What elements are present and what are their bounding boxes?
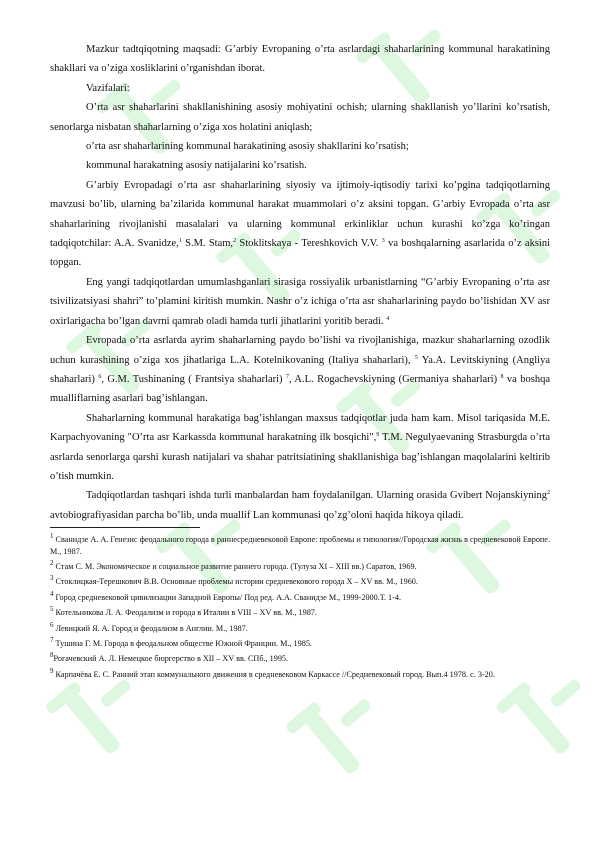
footnote-text: Котельникова Л. А. Феодализм и города в Италии в VIII – XV вв. М., 1987.	[53, 608, 317, 618]
footnote-ref[interactable]: 7	[285, 373, 289, 380]
footnote	[50, 589, 550, 603]
paragraph: Vazifalari:	[86, 82, 130, 94]
footnote-ref[interactable]: 6	[98, 373, 102, 380]
footnote	[50, 653, 550, 664]
paragraph	[50, 486, 550, 525]
footnote	[50, 607, 550, 618]
footnote-ref[interactable]: 1	[178, 238, 182, 245]
paragraph-text: Tadqiqotlardan tashqari ishda turli manbalardan ham foydalanilgan. Ularning orasida Gvibert Nojanskiyning	[86, 490, 547, 502]
footnote-number: 3	[50, 574, 54, 583]
paragraph	[50, 409, 550, 487]
footnote	[50, 576, 550, 587]
paragraph-text: avtobiografiyasidan parcha bo’lib, unda muallif Lan kommunasi qo’zg’oloni haqida hikoya qiladi.	[50, 509, 464, 521]
footnote-text: Левицкий Я. А. Город и феодализм в Англии. М., 1987.	[53, 623, 248, 633]
paragraph: kommunal harakatning asosiy natijalarini ko’rsatish.	[86, 160, 307, 172]
footnote	[50, 620, 550, 634]
footnote-ref[interactable]: 8	[500, 373, 504, 380]
paragraph-text: Evropada o’rta asrlarda ayrim shaharlarning paydo bo’lishi va rivojlanishiga, mazkur shaharlarning ozodlik uchun kurashining o’ziga xos jihatlariga L.A. Kotelnikovaning (Italiya shaharlari),	[50, 335, 550, 366]
footnote-number: 1	[50, 532, 54, 541]
paragraph	[50, 176, 550, 273]
footnote-number: 9	[50, 666, 54, 675]
footnote-ref[interactable]: 4	[386, 315, 390, 322]
footnote-ref[interactable]: 3	[381, 238, 385, 245]
footnote-ref[interactable]: 9	[376, 432, 380, 439]
paragraph	[50, 273, 550, 331]
paragraph-text: T.M. Negulyaevaning Strasburgda o’rta asrlarda senorlarga qarshi kurash natijalari va shahar patritsiatining shakllanishiga bag’ishlangan maqolalarini keltirib o’tish mumkin.	[50, 432, 550, 482]
paragraph: O’rta asr shaharlarini shakllanishining asosiy mohiyatini ochish; ularning shakllanish yo’llarini ko’rsatish, senorlarga nisbatan shaharlarning o’ziga xos holatini aniqlash;	[50, 102, 550, 133]
footnote-ref[interactable]: 2	[547, 490, 550, 497]
footnote-ref[interactable]: 5	[414, 354, 418, 361]
footnote-number: 6	[50, 620, 54, 629]
paragraph	[50, 331, 550, 409]
paragraph-text: va boshqalarning asarlarida o’z aksini topgan.	[50, 238, 550, 269]
footnote-text: Рогачевский А. Л. Немецкое бюргерство в XII – XV вв. СПб., 1995.	[53, 654, 289, 664]
footnote-ref[interactable]: 2	[233, 238, 237, 245]
footnote-number: 5	[50, 605, 54, 614]
paragraph-text: , G.M. Tushinaning ( Frantsiya shaharlari)	[101, 373, 286, 385]
footnote-number: 8	[50, 651, 54, 660]
footnote-separator	[50, 527, 200, 528]
footnote-text: Карпачёва Е. С. Ранний этап коммунального движения в средневековом Каркассе //Средневековый город. Вып.4 1978. с. 3-20.	[53, 669, 495, 679]
watermark-mark	[284, 675, 397, 788]
paragraph: o’rta asr shaharlarining kommunal harakatining asosiy shakllarini ko’rsatish;	[86, 141, 409, 153]
footnote-text: Стоклицкая-Терешкович В.В. Основные проблемы истории средневекового города X – XV вв. М., 1960.	[53, 577, 418, 587]
document-page	[50, 40, 550, 684]
body-text	[50, 40, 550, 525]
paragraph-text: Eng yangi tadqiqotlardan umumlashganlari sirasiga rossiyalik urbanistlarning “G’arbiy Evropaning o’rta asr tsivilizatsiyasi shahri” to’plamini kiritish mumkin. Nashr o’z ichiga o’rta asr shaharlarining paydo bo’lishidan XV asr oxirlarigacha bo’lgan davrni qamrab oladi hamda turli jihatlarini yoritib beradi.	[50, 276, 550, 327]
footnote	[50, 534, 550, 557]
footnote	[50, 558, 550, 572]
paragraph-text: S.M. Stam,	[181, 238, 234, 250]
paragraph-text: G’arbiy Evropadagi o’rta asr shaharlarining siyosiy va ijtimoiy-iqtisodiy tarixi ko’pgina tadqiqotlarning mavzusi bo’lib, ularning ba’zilarida kommunal harakat muammolari o’z aksini topgan. G’arbiy Evropada o’rta asr shaharlarining rivojlanishi masalalari va ularning kommunal erkinliklar uchun kurashi ko’zga ko’ringan tadqiqotchilar: A.A. Svanidze,	[50, 179, 550, 250]
footnote-number: 4	[50, 589, 54, 598]
paragraph-text: Shaharlarning kommunal harakatiga bag’ishlangan maxsus tadqiqotlar juda ham kam. Misol tariqasida M.E. Karpachyovaning "O’rta asr Karkassda kommunal harakatning ilk bosqichi",	[50, 412, 550, 444]
paragraph-text: , A.L. Rogachevskiyning (Germaniya shaharlari)	[288, 373, 501, 385]
paragraph-text: Stoklitskaya - Tereshkovich V.V.	[236, 238, 382, 250]
paragraph: Mazkur tadtqiqotning maqsadi: G’arbiy Evropaning o’rta asrlardagi shaharlarining kommunal harakatining shakllari va o’ziga xosliklarini o’rganishdan iborat.	[50, 44, 550, 75]
footnote-text: Город средневековой цивилизации Западной Европы/ Под ред. А.А. Сванидзе М., 1999-2000.Т. 1-4.	[53, 592, 402, 602]
footnote	[50, 638, 550, 649]
footnote-number: 7	[50, 636, 54, 644]
footnote-text: Сванидзе А. А. Генезис феодального города в раннесредневековой Европе: проблемы и типология//Городская жизнь в средневековой Европе. М., 1987.	[50, 535, 550, 556]
paragraph-text: va boshqa mualliflarning asarlari bag’ishlangan.	[50, 373, 550, 405]
paragraph-text: Ya.A. Levitskiyning (Angliya shaharlari)	[50, 354, 550, 385]
footnote-text: Стам С. М. Экономическое и социальное развитие раннего города. (Тулуза XI – XIII вв.) Саратов, 1969.	[53, 561, 417, 571]
footnote	[50, 666, 550, 680]
footnote-number: 2	[50, 558, 54, 567]
footnotes	[50, 534, 550, 680]
footnote-text: Тушина Г. М. Города в феодальном обществе Южной Франции. М., 1985.	[53, 639, 312, 648]
